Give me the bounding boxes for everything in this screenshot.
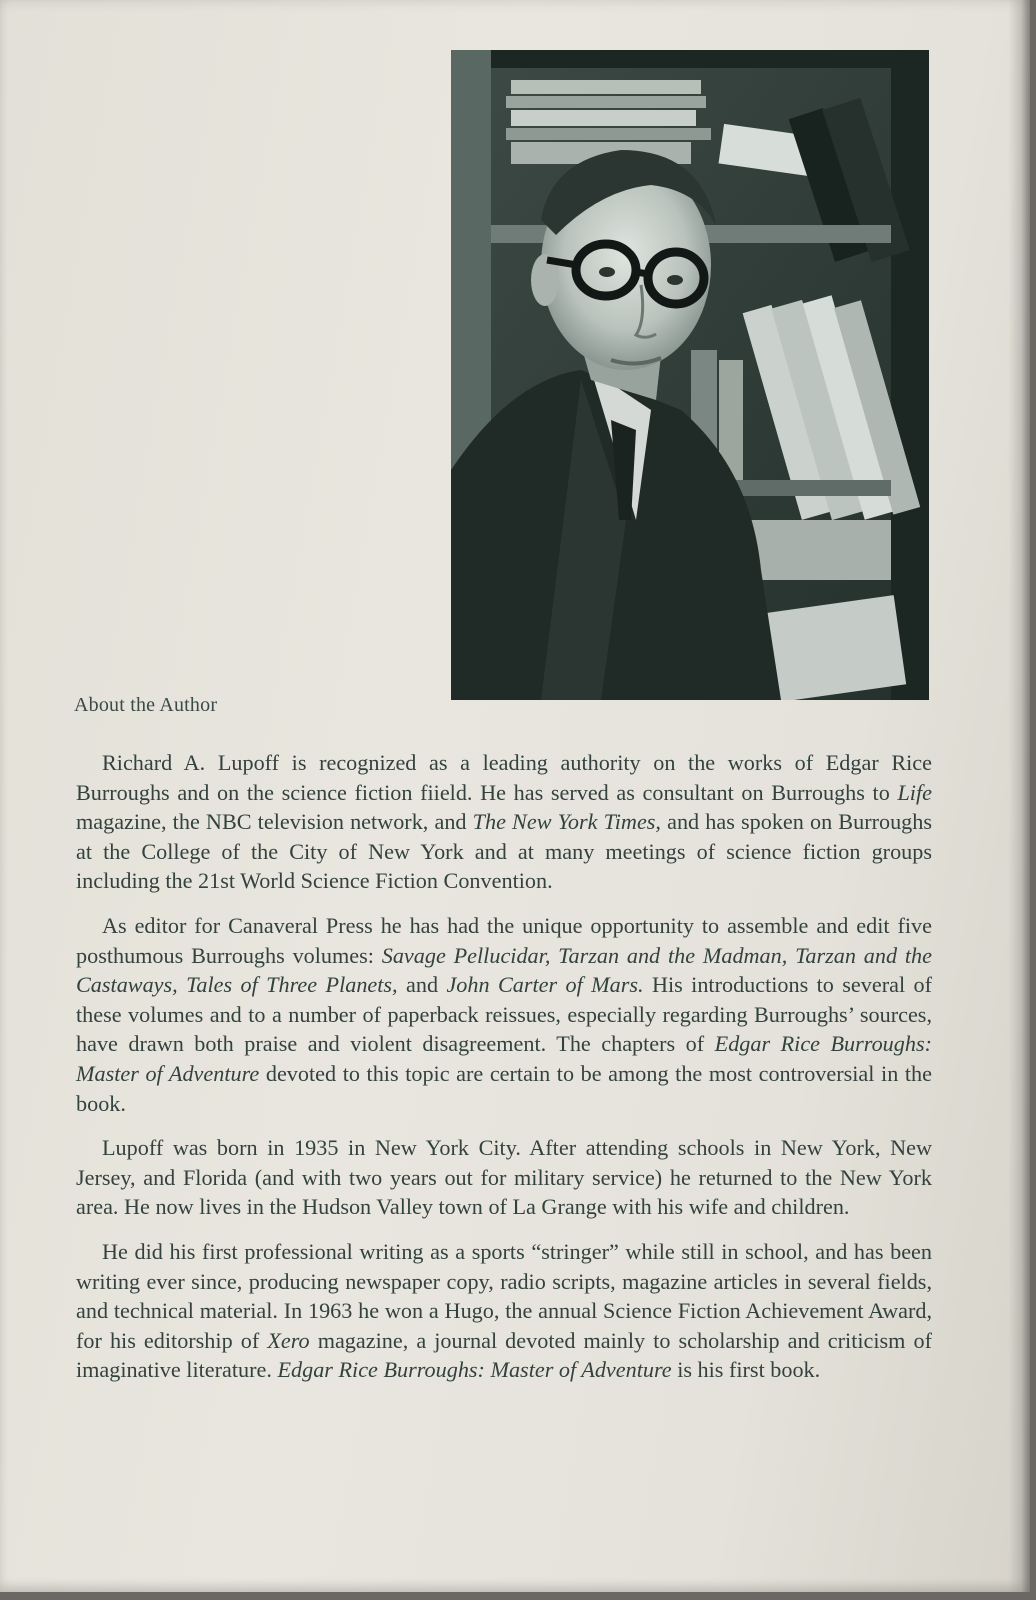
italic-title: Life xyxy=(897,779,932,805)
bio-paragraph-1 xyxy=(76,748,932,896)
bio-paragraph-3 xyxy=(76,1133,932,1222)
paragraph-text: devoted to this topic are certain to be among the most controversial in the book. xyxy=(76,1060,932,1116)
italic-title: Xero xyxy=(267,1327,310,1353)
author-biography xyxy=(76,748,932,1400)
page-edge-shadow xyxy=(1008,0,1030,1592)
paragraph-text: magazine, the NBC television network, and xyxy=(76,809,473,835)
bio-paragraph-4 xyxy=(76,1237,932,1385)
paragraph-text: As editor for Canaveral Press he has had the unique opportunity to assemble and edit five posthumous Burroughs volumes: xyxy=(76,912,932,968)
italic-title: Edgar Rice Burroughs: Master of Adventure xyxy=(277,1357,672,1383)
italic-title: Edgar Rice Burroughs: Master of Adventure xyxy=(76,1031,932,1086)
paragraph-text: and xyxy=(397,972,447,998)
paragraph-text: His introductions to several of these volumes and to a number of paperback reissues, especially regarding Burroughs’ sources, have drawn both praise and violent disagreement. The chapters of xyxy=(76,972,932,1057)
italic-title: Savage Pellucidar, Tarzan and the Madman, Tarzan and the Castaways, Tales of Three Planets, xyxy=(76,942,932,998)
paragraph-text: is his first book. xyxy=(671,1357,821,1383)
author-photo-illustration xyxy=(451,50,929,700)
author-photo xyxy=(451,50,929,700)
paragraph-text: Lupoff was born in 1935 in New York City. After attending schools in New York, New Jersey, and Florida (and with two years out for military service) he returned to the New York area. He now lives in the Hudson Valley town of La Grange with his wife and children. xyxy=(76,1135,932,1220)
paragraph-text: Richard A. Lupoff is recognized as a leading authority on the works of Edgar Rice Burroughs and on the science fiction fiield. He has served as consultant on Burroughs to xyxy=(76,750,932,805)
section-heading: About the Author xyxy=(74,694,218,716)
bio-paragraph-2 xyxy=(76,911,932,1118)
italic-title: John Carter of Mars. xyxy=(446,972,644,998)
paragraph-text: magazine, a journal devoted mainly to scholarship and criticism of imaginative literature. xyxy=(76,1327,932,1383)
paragraph-text: and has spoken on Burroughs at the College of the City of New York and at many meetings of science fiction groups including the 21st World Science Fiction Convention. xyxy=(76,809,932,894)
paragraph-text: He did his first professional writing as a sports “stringer” while still in school, and has been writing ever since, producing newspaper copy, radio scripts, magazine articles in several fields, and technical material. In 1963 he won a Hugo, the annual Science Fiction Achievement Award, for his editorship of xyxy=(76,1238,932,1353)
italic-title: The New York Times, xyxy=(472,809,661,835)
